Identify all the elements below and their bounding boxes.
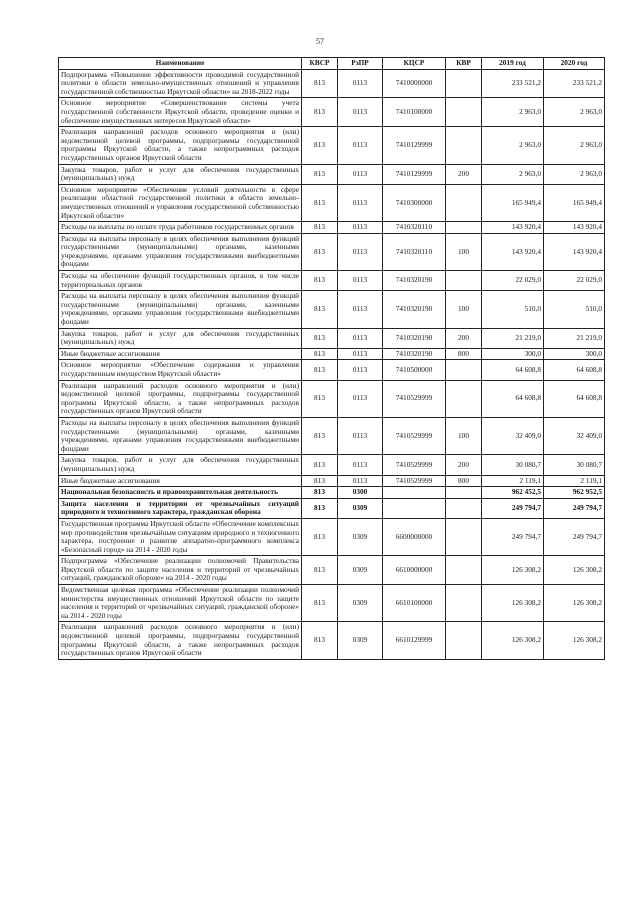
- table-row: [59, 164, 605, 184]
- table-row: [59, 233, 605, 270]
- cell-kvr: [446, 127, 482, 164]
- cell-2020: 962 952,5: [544, 487, 605, 499]
- cell-kvsr: 813: [302, 585, 338, 622]
- cell-kvsr: 813: [302, 271, 338, 291]
- cell-name: Государственная программа Иркутской области «Обеспечение комплексных мер противодействия чрезвычайным ситуациям природного и техногенного характера, построение и развитие аппаратно-программного комплекса «Безопасный город» на 2014 - 2020 годы: [59, 518, 302, 555]
- cell-rzpr: 0309: [338, 498, 383, 518]
- header-2019: 2019 год: [482, 58, 544, 70]
- cell-kcsr: 7410129999: [383, 127, 446, 164]
- cell-2020: 64 608,8: [544, 360, 605, 380]
- cell-2019: 143 920,4: [482, 222, 544, 234]
- cell-2020: 233 521,2: [544, 69, 605, 98]
- cell-kcsr: 7410100000: [383, 98, 446, 127]
- cell-kcsr: 7410320110: [383, 233, 446, 270]
- cell-kvsr: 813: [302, 487, 338, 499]
- cell-kvsr: 813: [302, 556, 338, 585]
- cell-kcsr: 7410320190: [383, 291, 446, 328]
- cell-name: Реализация направлений расходов основного мероприятия и (или) ведомственной целевой программы, подпрограммы государственной программы Иркутской области, а также непрограммных расходов государственных органов Иркутской области: [59, 622, 302, 659]
- cell-2020: 510,0: [544, 291, 605, 328]
- table-row: [59, 348, 605, 360]
- header-kcsr: КЦСР: [383, 58, 446, 70]
- cell-kcsr: 7410529999: [383, 455, 446, 475]
- cell-name: Закупка товаров, работ и услуг для обеспечения государственных (муниципальных) нужд: [59, 328, 302, 348]
- cell-2020: 126 308,2: [544, 556, 605, 585]
- cell-2020: 2 963,0: [544, 98, 605, 127]
- cell-rzpr: 0113: [338, 69, 383, 98]
- table-row: [59, 380, 605, 417]
- cell-2019: 64 608,8: [482, 360, 544, 380]
- cell-2019: 143 920,4: [482, 233, 544, 270]
- cell-kvsr: 813: [302, 127, 338, 164]
- table-row: [59, 360, 605, 380]
- cell-2020: 64 608,8: [544, 380, 605, 417]
- cell-kvr: 200: [446, 455, 482, 475]
- cell-name: Иные бюджетные ассигнования: [59, 348, 302, 360]
- cell-rzpr: 0113: [338, 271, 383, 291]
- cell-2020: 2 119,1: [544, 475, 605, 487]
- cell-kvr: [446, 585, 482, 622]
- cell-2019: 21 219,0: [482, 328, 544, 348]
- budget-table: [58, 57, 605, 660]
- cell-2019: 2 963,0: [482, 127, 544, 164]
- cell-kvsr: 813: [302, 455, 338, 475]
- table-row: [59, 417, 605, 454]
- cell-kcsr: 7410320190: [383, 328, 446, 348]
- cell-kcsr: 6610100000: [383, 585, 446, 622]
- cell-kcsr: [383, 498, 446, 518]
- cell-name: Расходы на выплаты персоналу в целях обеспечения выполнения функций государственными (муниципальными) органами, казенными учреждениями, органами управления государственными внебюджетными фондами: [59, 233, 302, 270]
- cell-2020: 249 794,7: [544, 518, 605, 555]
- header-kvr: КВР: [446, 58, 482, 70]
- table-row: [59, 455, 605, 475]
- cell-rzpr: 0309: [338, 622, 383, 659]
- cell-2019: 126 308,2: [482, 556, 544, 585]
- cell-kvsr: 813: [302, 233, 338, 270]
- cell-2019: 510,0: [482, 291, 544, 328]
- cell-rzpr: 0309: [338, 556, 383, 585]
- cell-2020: 30 080,7: [544, 455, 605, 475]
- table-row: [59, 69, 605, 98]
- cell-2019: 32 409,0: [482, 417, 544, 454]
- cell-kcsr: 7410529999: [383, 417, 446, 454]
- cell-kvsr: 813: [302, 360, 338, 380]
- table-row: [59, 498, 605, 518]
- cell-rzpr: 0113: [338, 380, 383, 417]
- cell-2019: 962 452,5: [482, 487, 544, 499]
- cell-kcsr: 7410320190: [383, 348, 446, 360]
- cell-name: Основное мероприятие «Обеспечение условий деятельности в сфере реализации областной государственной политики в области земельно-имущественных отношений и управления государственной собственностью Иркутской области»: [59, 184, 302, 221]
- cell-name: Реализация направлений расходов основного мероприятия и (или) ведомственной целевой программы, подпрограммы государственной программы Иркутской области, а также непрограммных расходов государственных органов Иркутской области: [59, 127, 302, 164]
- cell-2020: 2 963,0: [544, 127, 605, 164]
- cell-2019: 2 963,0: [482, 98, 544, 127]
- cell-kcsr: 7410500000: [383, 360, 446, 380]
- cell-kvsr: 813: [302, 622, 338, 659]
- cell-kcsr: 7410000000: [383, 69, 446, 98]
- cell-kvr: 800: [446, 348, 482, 360]
- cell-kvr: 100: [446, 233, 482, 270]
- cell-name: Расходы на обеспечение функций государственных органов, в том числе территориальных органов: [59, 271, 302, 291]
- table-row: [59, 98, 605, 127]
- table-row: [59, 291, 605, 328]
- cell-2020: 22 029,0: [544, 271, 605, 291]
- table-body: [59, 69, 605, 659]
- table-row: [59, 518, 605, 555]
- cell-kvsr: 813: [302, 69, 338, 98]
- header-kvsr: КВСР: [302, 58, 338, 70]
- cell-rzpr: 0113: [338, 233, 383, 270]
- cell-kvsr: 813: [302, 498, 338, 518]
- table-header: [59, 58, 605, 70]
- table-row: [59, 475, 605, 487]
- cell-kcsr: 7410320190: [383, 271, 446, 291]
- cell-2019: 2 119,1: [482, 475, 544, 487]
- cell-kcsr: 7410529999: [383, 475, 446, 487]
- table-row: [59, 556, 605, 585]
- cell-rzpr: 0309: [338, 585, 383, 622]
- cell-kvr: [446, 360, 482, 380]
- cell-kvr: [446, 498, 482, 518]
- cell-rzpr: 0113: [338, 455, 383, 475]
- cell-kvr: 200: [446, 328, 482, 348]
- table-row: [59, 622, 605, 659]
- cell-name: Закупка товаров, работ и услуг для обеспечения государственных (муниципальных) нужд: [59, 164, 302, 184]
- cell-2020: 126 308,2: [544, 622, 605, 659]
- cell-rzpr: 0113: [338, 360, 383, 380]
- table-row: [59, 271, 605, 291]
- cell-name: Иные бюджетные ассигнования: [59, 475, 302, 487]
- table-row: [59, 184, 605, 221]
- cell-2020: 165 949,4: [544, 184, 605, 221]
- cell-kvr: [446, 556, 482, 585]
- cell-2020: 32 409,0: [544, 417, 605, 454]
- cell-name: Закупка товаров, работ и услуг для обеспечения государственных (муниципальных) нужд: [59, 455, 302, 475]
- cell-kcsr: 6600000000: [383, 518, 446, 555]
- cell-rzpr: 0113: [338, 222, 383, 234]
- cell-rzpr: 0113: [338, 164, 383, 184]
- cell-name: Расходы на выплаты персоналу в целях обеспечения выполнения функций государственными (муниципальными) органами, казенными учреждениями, органами управления государственными внебюджетными фондами: [59, 291, 302, 328]
- cell-kvr: 100: [446, 291, 482, 328]
- page-number: 57: [316, 37, 324, 46]
- cell-rzpr: 0113: [338, 328, 383, 348]
- cell-2019: 126 308,2: [482, 622, 544, 659]
- cell-kvr: [446, 98, 482, 127]
- cell-kvsr: 813: [302, 518, 338, 555]
- cell-name: Национальная безопасность и правоохранительная деятельность: [59, 487, 302, 499]
- cell-kvr: 100: [446, 417, 482, 454]
- cell-kvr: [446, 271, 482, 291]
- cell-kvsr: 813: [302, 328, 338, 348]
- cell-2019: 2 963,0: [482, 164, 544, 184]
- header-rzpr: РзПР: [338, 58, 383, 70]
- cell-rzpr: 0113: [338, 98, 383, 127]
- cell-name: Реализация направлений расходов основного мероприятия и (или) ведомственной целевой программы, подпрограммы государственной программы Иркутской области, а также непрограммных расходов государственных органов Иркутской области: [59, 380, 302, 417]
- cell-kcsr: 7410129999: [383, 164, 446, 184]
- cell-kvsr: 813: [302, 291, 338, 328]
- cell-kcsr: 6610129999: [383, 622, 446, 659]
- cell-kvr: [446, 518, 482, 555]
- header-row: [59, 58, 605, 70]
- cell-name: Основное мероприятие «Совершенствование системы учета государственной собственности Иркутской области, проведение оценки и обеспечение имущественных интересов Иркутской области»: [59, 98, 302, 127]
- header-name: Наименование: [59, 58, 302, 70]
- cell-kvr: [446, 222, 482, 234]
- cell-2019: 30 080,7: [482, 455, 544, 475]
- cell-rzpr: 0113: [338, 184, 383, 221]
- cell-name: Основное мероприятие «Обеспечение содержания и управления государственным имуществом Иркутской области»: [59, 360, 302, 380]
- table-row: [59, 328, 605, 348]
- cell-kcsr: [383, 487, 446, 499]
- cell-kvr: [446, 184, 482, 221]
- table-row: [59, 585, 605, 622]
- cell-2019: 165 949,4: [482, 184, 544, 221]
- cell-2020: 249 794,7: [544, 498, 605, 518]
- cell-kvr: 200: [446, 164, 482, 184]
- cell-2019: 300,0: [482, 348, 544, 360]
- cell-rzpr: 0113: [338, 127, 383, 164]
- cell-2020: 126 308,2: [544, 585, 605, 622]
- cell-2019: 249 794,7: [482, 518, 544, 555]
- table-row: [59, 487, 605, 499]
- cell-name: Расходы на выплаты персоналу в целях обеспечения выполнения функций государственными (муниципальными) органами, казенными учреждениями, органами управления государственными внебюджетными фондами: [59, 417, 302, 454]
- cell-2020: 143 920,4: [544, 222, 605, 234]
- cell-name: Ведомственная целевая программа «Обеспечение реализации полномочий министерства имущественных отношений Иркутской области по защите населения и территорий от чрезвычайных ситуаций, гражданской обороне» на 2014 - 2020 годы: [59, 585, 302, 622]
- cell-rzpr: 0113: [338, 348, 383, 360]
- cell-rzpr: 0309: [338, 518, 383, 555]
- cell-kvsr: 813: [302, 98, 338, 127]
- cell-2019: 64 608,8: [482, 380, 544, 417]
- cell-rzpr: 0113: [338, 475, 383, 487]
- cell-rzpr: 0113: [338, 417, 383, 454]
- cell-name: Защита населения и территории от чрезвычайных ситуаций природного и техногенного характера, гражданская оборона: [59, 498, 302, 518]
- cell-kcsr: 7410320110: [383, 222, 446, 234]
- cell-2019: 126 308,2: [482, 585, 544, 622]
- cell-2019: 22 029,0: [482, 271, 544, 291]
- cell-kvsr: 813: [302, 417, 338, 454]
- header-2020: 2020 год: [544, 58, 605, 70]
- cell-kvsr: 813: [302, 475, 338, 487]
- cell-2020: 2 963,0: [544, 164, 605, 184]
- cell-kcsr: 7410300000: [383, 184, 446, 221]
- cell-kvr: [446, 622, 482, 659]
- cell-2020: 300,0: [544, 348, 605, 360]
- cell-kvr: 800: [446, 475, 482, 487]
- cell-kvr: [446, 69, 482, 98]
- cell-kvsr: 813: [302, 222, 338, 234]
- cell-2020: 143 920,4: [544, 233, 605, 270]
- cell-kvsr: 813: [302, 380, 338, 417]
- table-row: [59, 127, 605, 164]
- cell-name: Подпрограмма «Повышение эффективности проводимой государственной политики в области земельно-имущественных отношений и управления государственной собственностью Иркутской области» на 2018-2022 годы: [59, 69, 302, 98]
- cell-kvsr: 813: [302, 164, 338, 184]
- cell-2019: 233 521,2: [482, 69, 544, 98]
- table-row: [59, 222, 605, 234]
- cell-rzpr: 0300: [338, 487, 383, 499]
- cell-kvsr: 813: [302, 348, 338, 360]
- cell-kvsr: 813: [302, 184, 338, 221]
- cell-2020: 21 219,0: [544, 328, 605, 348]
- cell-kvr: [446, 380, 482, 417]
- cell-name: Подпрограмма «Обеспечение реализации полномочий Правительства Иркутской области по защите населения и территорий от чрезвычайных ситуаций, гражданской обороне» на 2014 - 2020 годы: [59, 556, 302, 585]
- cell-kcsr: 7410529999: [383, 380, 446, 417]
- cell-rzpr: 0113: [338, 291, 383, 328]
- cell-kcsr: 6610000000: [383, 556, 446, 585]
- cell-kvr: [446, 487, 482, 499]
- cell-name: Расходы на выплаты по оплате труда работников государственных органов: [59, 222, 302, 234]
- cell-2019: 249 794,7: [482, 498, 544, 518]
